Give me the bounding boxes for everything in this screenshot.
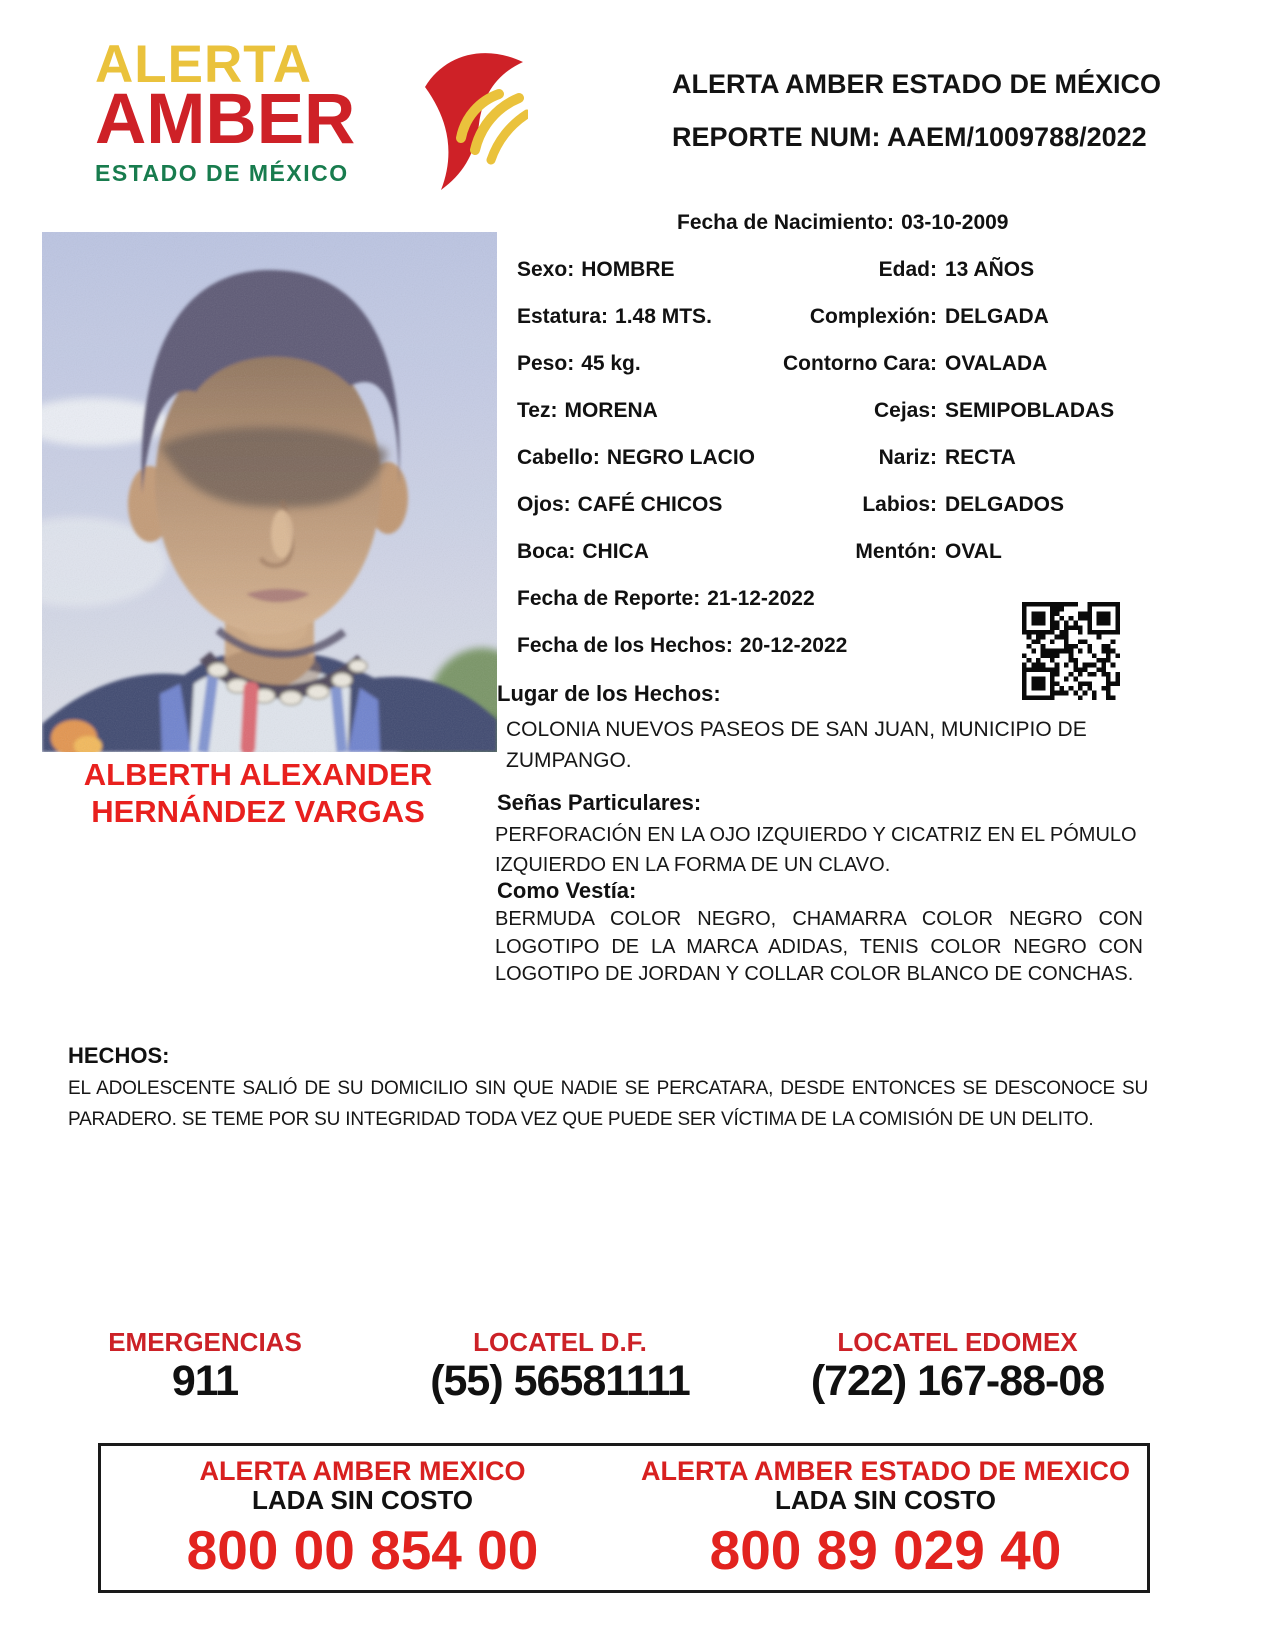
menton-value: OVAL bbox=[945, 540, 1002, 563]
fields-row bbox=[517, 400, 1165, 421]
hechos-section-text: EL ADOLESCENTE SALIÓ DE SU DOMICILIO SIN QUE NADIE SE PERCATARA, DESDE ENTONCES SE DESCONOCE SU PARADERO. SE TEME POR SU INTEGRIDAD TODA VEZ QUE PUEDE SER VÍCTIMA DE LA COMISIÓN DE UN DELITO. bbox=[68, 1078, 1148, 1130]
emergencias-label: EMERGENCIAS bbox=[108, 1327, 302, 1357]
person-name-line1: ALBERTH ALEXANDER bbox=[83, 757, 433, 792]
hechos-section-label: HECHOS: bbox=[68, 1043, 170, 1068]
amber-mexico-subtitle: LADA SIN COSTO bbox=[251, 1485, 473, 1515]
field-birth-date bbox=[517, 212, 1165, 233]
fields-row bbox=[517, 447, 1165, 468]
labios-value: DELGADOS bbox=[945, 493, 1065, 516]
vestia-section-text: BERMUDA COLOR NEGRO, CHAMARRA COLOR NEGRO CON LOGOTIPO DE LA MARCA ADIDAS, TENIS COLOR NEGRO CON LOGOTIPO DE JORDAN Y COLLAR COLOR BLANCO DE CONCHAS. bbox=[495, 908, 1143, 985]
senas-section-text: PERFORACIÓN EN LA OJO IZQUIERDO Y CICATRIZ EN EL PÓMULO IZQUIERDO EN LA FORMA DE UN CLAVO. bbox=[495, 824, 1137, 876]
estatura-label: Estatura: bbox=[517, 305, 609, 328]
emergency-column-locatel-df bbox=[370, 1328, 750, 1404]
report-date-value: 21-12-2022 bbox=[707, 587, 815, 610]
amber-mexico-column bbox=[101, 1446, 624, 1590]
complexion-value: DELGADA bbox=[945, 305, 1049, 328]
logo-amber-text: AMBER bbox=[95, 80, 356, 159]
logo-estado-text: ESTADO DE MÉXICO bbox=[95, 160, 349, 187]
report-title: ALERTA AMBER ESTADO DE MÉXICO bbox=[672, 69, 1162, 99]
locatel-edomex-label: LOCATEL EDOMEX bbox=[837, 1327, 1078, 1357]
fields-row bbox=[517, 494, 1165, 515]
sexo-label: Sexo: bbox=[517, 258, 575, 281]
emergency-column-locatel-edomex bbox=[765, 1328, 1150, 1404]
fields-row bbox=[517, 353, 1165, 374]
locatel-df-label: LOCATEL D.F. bbox=[473, 1327, 647, 1357]
edad-label: Edad: bbox=[878, 258, 937, 281]
senas-section-label: Señas Particulares: bbox=[497, 790, 702, 815]
complexion-label: Complexión: bbox=[809, 305, 937, 328]
cabello-label: Cabello: bbox=[517, 446, 600, 469]
contorno-value: OVALADA bbox=[945, 352, 1048, 375]
boca-value: CHICA bbox=[582, 540, 649, 563]
alerta-amber-logo bbox=[95, 35, 435, 187]
nariz-value: RECTA bbox=[945, 446, 1016, 469]
fields-row bbox=[517, 259, 1165, 280]
lugar-section-label: Lugar de los Hechos: bbox=[497, 681, 721, 706]
missing-person-name bbox=[38, 756, 478, 830]
fields-row bbox=[517, 541, 1165, 562]
contorno-label: Contorno Cara: bbox=[783, 352, 937, 375]
peso-value: 45 kg. bbox=[581, 352, 641, 375]
vestia-section-label: Como Vestía: bbox=[497, 878, 637, 903]
birth-date-value: 03-10-2009 bbox=[901, 211, 1009, 234]
locatel-edomex-number: (722) 167-88-08 bbox=[810, 1357, 1105, 1405]
ojos-label: Ojos: bbox=[517, 493, 571, 516]
amber-mexico-number: 800 00 854 00 bbox=[186, 1519, 539, 1581]
report-number: REPORTE NUM: AAEM/1009788/2022 bbox=[672, 122, 1147, 152]
report-date-label: Fecha de Reporte: bbox=[517, 587, 701, 610]
amber-edomex-subtitle: LADA SIN COSTO bbox=[774, 1485, 996, 1515]
missing-person-photo bbox=[42, 232, 497, 752]
fields-row bbox=[517, 306, 1165, 327]
amber-edomex-number: 800 89 029 40 bbox=[709, 1519, 1062, 1581]
peso-label: Peso: bbox=[517, 352, 575, 375]
menton-label: Mentón: bbox=[855, 540, 937, 563]
estatura-value: 1.48 MTS. bbox=[615, 305, 712, 328]
report-header bbox=[672, 58, 1232, 164]
events-date-value: 20-12-2022 bbox=[739, 634, 848, 657]
labios-label: Labios: bbox=[862, 493, 937, 516]
lugar-section-text: COLONIA NUEVOS PASEOS DE SAN JUAN, MUNICIPIO DE ZUMPANGO. bbox=[506, 718, 1087, 772]
amber-edomex-title: ALERTA AMBER ESTADO DE MEXICO bbox=[640, 1456, 1130, 1486]
lada-sin-costo-box bbox=[98, 1443, 1150, 1593]
edad-value: 13 AÑOS bbox=[945, 258, 1035, 281]
nariz-label: Nariz: bbox=[878, 446, 937, 469]
tez-label: Tez: bbox=[517, 399, 558, 422]
cabello-value: NEGRO LACIO bbox=[606, 446, 756, 469]
boca-label: Boca: bbox=[517, 540, 576, 563]
amber-edomex-column bbox=[624, 1446, 1147, 1590]
events-date-label: Fecha de los Hechos: bbox=[517, 634, 733, 657]
birth-date-label: Fecha de Nacimiento: bbox=[677, 211, 895, 234]
locatel-df-number: (55) 56581111 bbox=[430, 1357, 690, 1405]
ojos-value: CAFÉ CHICOS bbox=[577, 493, 723, 516]
person-name-line2: HERNÁNDEZ VARGAS bbox=[91, 794, 425, 829]
emergencias-number: 911 bbox=[171, 1357, 239, 1405]
cejas-value: SEMIPOBLADAS bbox=[945, 399, 1115, 422]
qr-code bbox=[1022, 602, 1120, 700]
amber-swoosh-icon bbox=[423, 42, 528, 192]
logo-alerta-text: ALERTA bbox=[95, 35, 312, 94]
emergency-column-911 bbox=[55, 1328, 355, 1404]
tez-value: MORENA bbox=[564, 399, 658, 422]
cejas-label: Cejas: bbox=[873, 399, 937, 422]
amber-mexico-title: ALERTA AMBER MEXICO bbox=[199, 1456, 526, 1486]
sexo-value: HOMBRE bbox=[581, 258, 675, 281]
